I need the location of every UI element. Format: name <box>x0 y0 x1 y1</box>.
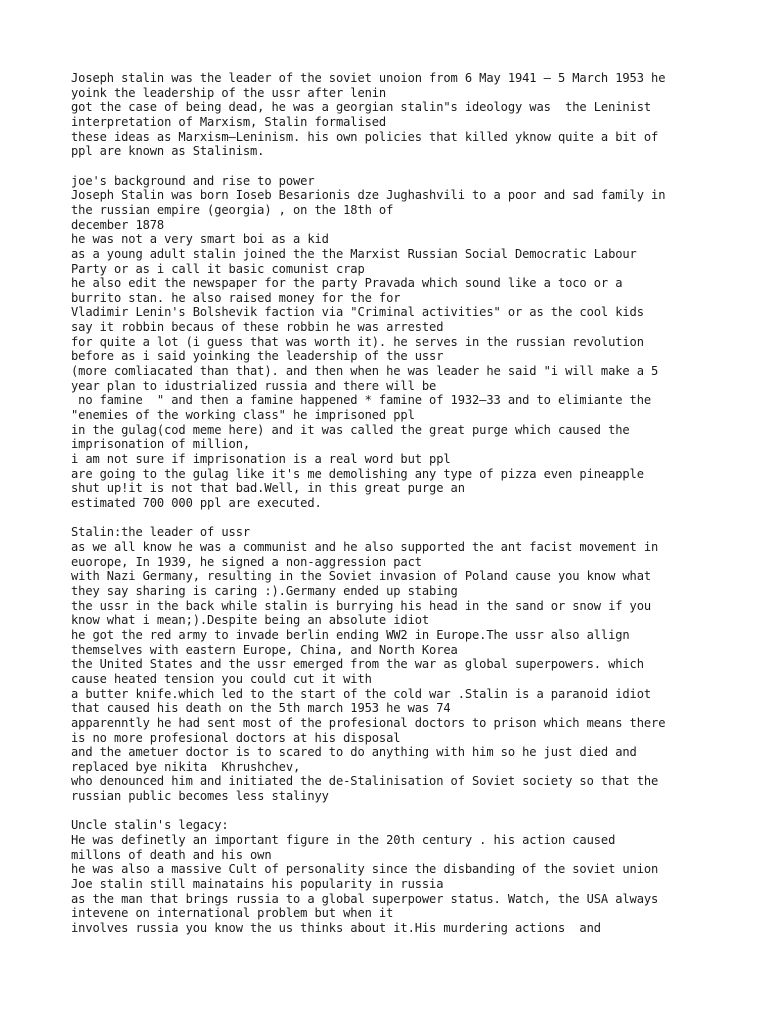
text-line: are going to the gulag like it's me demolishing any type of pizza even pineapple <box>71 466 644 481</box>
text-line: joe's background and rise to power <box>71 173 315 188</box>
text-line: the russian empire (georgia) , on the 18th of <box>71 202 394 217</box>
text-line: he also edit the newspaper for the party Pravada which sound like a toco or a <box>71 276 623 291</box>
text-line: burrito stan. he also raised money for the for <box>71 290 401 305</box>
text-line: intevene on international problem but when it <box>71 906 394 921</box>
text-line: these ideas as Marxism–Leninism. his own policies that killed yknow quite a bit of <box>71 129 659 144</box>
text-line: He was definetly an important figure in the 20th century . his action caused <box>71 833 616 848</box>
text-line: got the case of being dead, he was a georgian stalin"s ideology was the Leninist <box>71 100 652 115</box>
text-line: in the gulag(cod meme here) and it was called the great purge which caused the <box>71 422 630 437</box>
text-line: i am not sure if imprisonation is a real word but ppl <box>71 452 451 467</box>
text-line: Uncle stalin's legacy: <box>71 818 229 833</box>
text-line: involves russia you know the us thinks about it.His murdering actions and <box>71 921 601 936</box>
text-line: shut up!it is not that bad.Well, in this great purge an <box>71 481 465 496</box>
text-line: apparenntly he had sent most of the profesional doctors to prison which means there <box>71 715 666 730</box>
text-line: the United States and the ussr emerged from the war as global superpowers. which <box>71 657 644 672</box>
document-body <box>71 71 711 950</box>
paragraph <box>71 71 711 159</box>
text-line: the ussr in the back while stalin is burrying his head in the sand or snow if you <box>71 598 652 613</box>
text-line: for quite a lot (i guess that was worth it). he serves in the russian revolution <box>71 334 644 349</box>
text-line: "enemies of the working class" he imprisoned ppl <box>71 408 415 423</box>
text-line: estimated 700 000 ppl are executed. <box>71 496 322 511</box>
text-line: replaced bye nikita Khrushchev, <box>71 759 301 774</box>
text-line: Stalin:the leader of ussr <box>71 525 251 540</box>
text-line: Joseph stalin was the leader of the soviet unoion from 6 May 1941 – 5 March 1953 he <box>71 71 666 85</box>
text-line: Party or as i call it basic comunist crap <box>71 261 365 276</box>
text-line: december 1878 <box>71 217 165 232</box>
paragraph <box>71 174 711 511</box>
text-line: ppl are known as Stalinism. <box>71 144 265 159</box>
text-line: Vladimir Lenin's Bolshevik faction via "Criminal activities" or as the cool kids <box>71 305 644 320</box>
text-line: cause heated tension you could cut it with <box>71 671 372 686</box>
text-line: Joe stalin still mainatains his popularity in russia <box>71 877 444 892</box>
text-line: yoink the leadership of the ussr after lenin <box>71 85 387 100</box>
text-line: as we all know he was a communist and he also supported the ant facist movement in <box>71 539 659 554</box>
text-line: is no more profesional doctors at his disposal <box>71 730 401 745</box>
paragraph <box>71 525 711 803</box>
text-line: he was also a massive Cult of personality since the disbanding of the soviet union <box>71 862 659 877</box>
text-line: they say sharing is caring :).Germany ended up stabing <box>71 583 458 598</box>
text-line: say it robbin becaus of these robbin he was arrested <box>71 320 444 335</box>
text-line: who denounced him and initiated the de-Stalinisation of Soviet society so that the <box>71 774 659 789</box>
text-line: themselves with eastern Europe, China, and North Korea <box>71 642 458 657</box>
text-line: know what i mean;).Despite being an absolute idiot <box>71 613 430 628</box>
text-line: as the man that brings russia to a global superpower status. Watch, the USA always <box>71 891 659 906</box>
paragraph <box>71 818 711 935</box>
text-line: that caused his death on the 5th march 1953 he was 74 <box>71 701 451 716</box>
text-line: he was not a very smart boi as a kid <box>71 232 329 247</box>
text-line: he got the red army to invade berlin ending WW2 in Europe.The ussr also allign <box>71 627 630 642</box>
text-line: euorope, In 1939, he signed a non-aggression pact <box>71 554 422 569</box>
text-line: year plan to idustrialized russia and there will be <box>71 378 437 393</box>
text-line: as a young adult stalin joined the the Marxist Russian Social Democratic Labour <box>71 246 637 261</box>
text-line: no famine " and then a famine happened * famine of 1932–33 and to elimiante the <box>71 393 652 408</box>
text-line: before as i said yoinking the leadership of the ussr <box>71 349 444 364</box>
text-line: interpretation of Marxism, Stalin formalised <box>71 114 387 129</box>
text-line: millons of death and his own <box>71 847 272 862</box>
text-line: (more comliacated than that). and then when he was leader he said "i will make a 5 <box>71 364 659 379</box>
text-line: imprisonation of million, <box>71 437 251 452</box>
text-line: with Nazi Germany, resulting in the Soviet invasion of Poland cause you know what <box>71 569 652 584</box>
text-line: a butter knife.which led to the start of the cold war .Stalin is a paranoid idiot <box>71 686 652 701</box>
text-line: Joseph Stalin was born Ioseb Besarionis dze Jughashvili to a poor and sad family in <box>71 188 666 203</box>
text-line: and the ametuer doctor is to scared to do anything with him so he just died and <box>71 745 637 760</box>
text-line: russian public becomes less stalinyy <box>71 789 329 804</box>
